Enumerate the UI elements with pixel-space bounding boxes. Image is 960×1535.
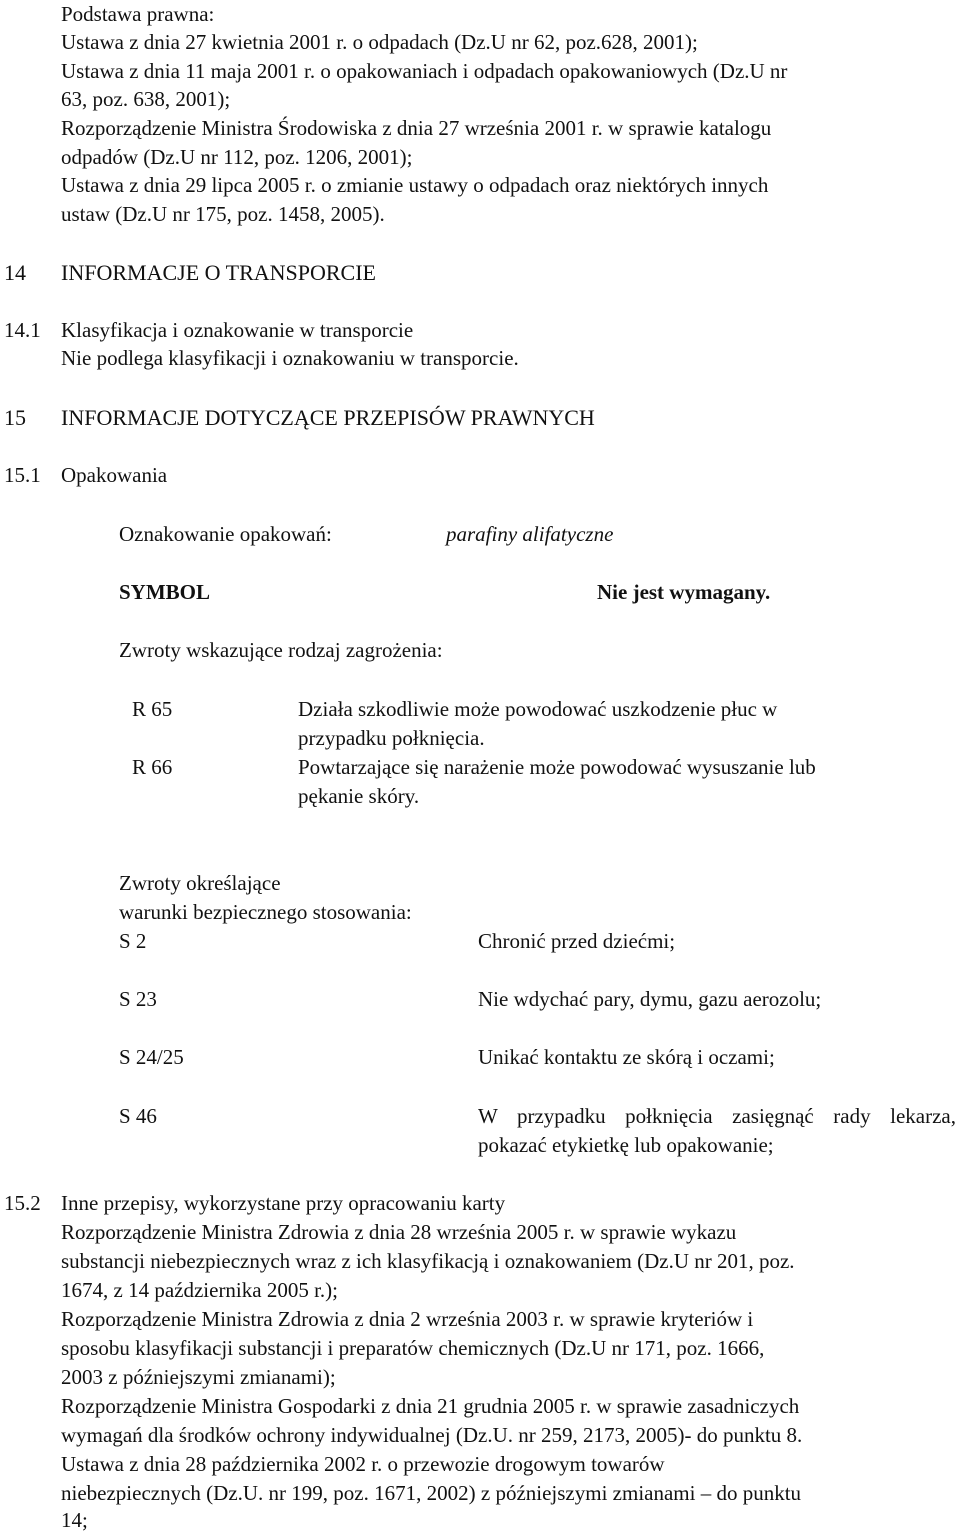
regulation-line: niebezpiecznych (Dz.U. nr 199, poz. 1671, 2002) z późniejszymi zmianami – do punktu	[61, 1481, 802, 1505]
packaging-marking-value: parafiny alifatyczne	[446, 522, 614, 546]
legal-basis-line: Ustawa z dnia 29 lipca 2005 r. o zmianie ustawy o odpadach oraz niektórych innych	[61, 173, 769, 197]
regulation-line: Rozporządzenie Ministra Zdrowia z dnia 28 września 2005 r. w sprawie wykazu	[61, 1220, 737, 1244]
regulation-line: 1674, z 14 października 2005 r.);	[61, 1278, 338, 1302]
s-phrase-text: Nie wdychać pary, dymu, gazu aerozolu;	[478, 987, 822, 1011]
safety-phrases-label: warunki bezpiecznego stosowania:	[119, 900, 412, 924]
section-15-1-number: 15.1	[4, 463, 41, 487]
legal-basis-line: 63, poz. 638, 2001);	[61, 87, 231, 111]
s-phrase-text: Chronić przed dziećmi;	[478, 929, 676, 953]
s-phrase-text: Unikać kontaktu ze skórą i oczami;	[478, 1045, 775, 1069]
regulation-line: wymagań dla środków ochrony indywidualnej (Dz.U. nr 259, 2173, 2005)- do punktu 8.	[61, 1423, 803, 1447]
section-15-number: 15	[4, 405, 26, 430]
regulation-line: Ustawa z dnia 28 października 2002 r. o przewozie drogowym towarów	[61, 1452, 665, 1476]
r-phrase-text: pękanie skóry.	[298, 784, 420, 808]
section-15-1-title: Opakowania	[61, 463, 168, 487]
symbol-value: Nie jest wymagany.	[597, 580, 771, 604]
regulation-line: Rozporządzenie Ministra Zdrowia z dnia 2 września 2003 r. w sprawie kryteriów i	[61, 1307, 754, 1331]
legal-basis-line: ustaw (Dz.U nr 175, poz. 1458, 2005).	[61, 202, 385, 226]
regulation-line: 2003 z późniejszymi zmianami);	[61, 1365, 336, 1389]
r-phrase-code: R 65	[132, 697, 173, 721]
s-phrase-code: S 24/25	[119, 1045, 184, 1069]
section-14-1-number: 14.1	[4, 318, 41, 342]
section-14-number: 14	[4, 260, 26, 285]
section-14-1-text: Nie podlega klasyfikacji i oznakowaniu w transporcie.	[61, 346, 519, 370]
r-phrase-text: Powtarzające się narażenie może powodować wysuszanie lub	[298, 755, 816, 779]
section-14-title: INFORMACJE O TRANSPORCIE	[61, 260, 376, 285]
section-14-1-title: Klasyfikacja i oznakowanie w transporcie	[61, 318, 414, 342]
s-phrase-code: S 2	[119, 929, 147, 953]
regulation-line: substancji niebezpiecznych wraz z ich klasyfikacją i oznakowaniem (Dz.U nr 201, poz.	[61, 1249, 795, 1273]
packaging-marking-label: Oznakowanie opakowań:	[119, 522, 332, 546]
safety-phrases-label: Zwroty określające	[119, 871, 281, 895]
section-15-2-number: 15.2	[4, 1191, 41, 1215]
regulation-line: 14;	[61, 1508, 88, 1532]
hazard-phrases-label: Zwroty wskazujące rodzaj zagrożenia:	[119, 638, 443, 662]
r-phrase-text: przypadku połknięcia.	[298, 726, 485, 750]
section-15-title: INFORMACJE DOTYCZĄCE PRZEPISÓW PRAWNYCH	[61, 405, 595, 430]
section-15-2-title: Inne przepisy, wykorzystane przy opracowaniu karty	[61, 1191, 506, 1215]
legal-basis-line: Rozporządzenie Ministra Środowiska z dnia 27 września 2001 r. w sprawie katalogu	[61, 116, 772, 140]
s-phrase-code: S 46	[119, 1104, 157, 1128]
r-phrase-code: R 66	[132, 755, 173, 779]
regulation-line: sposobu klasyfikacji substancji i preparatów chemicznych (Dz.U nr 171, poz. 1666,	[61, 1336, 765, 1360]
regulation-line: Rozporządzenie Ministra Gospodarki z dnia 21 grudnia 2005 r. w sprawie zasadniczych	[61, 1394, 800, 1418]
symbol-label: SYMBOL	[119, 580, 211, 604]
r-phrase-text: Działa szkodliwie może powodować uszkodzenie płuc w	[298, 697, 778, 721]
legal-basis-line: Ustawa z dnia 27 kwietnia 2001 r. o odpadach (Dz.U nr 62, poz.628, 2001);	[61, 30, 698, 54]
legal-basis-line: Ustawa z dnia 11 maja 2001 r. o opakowaniach i odpadach opakowaniowych (Dz.U nr	[61, 59, 788, 83]
s-phrase-text: W przypadku połknięcia zasięgnąć rady lekarza, pokazać etykietkę lub opakowanie;	[478, 1104, 956, 1157]
legal-basis-line: odpadów (Dz.U nr 112, poz. 1206, 2001);	[61, 145, 413, 169]
legal-basis-label: Podstawa prawna:	[61, 2, 215, 26]
s-phrase-code: S 23	[119, 987, 157, 1011]
